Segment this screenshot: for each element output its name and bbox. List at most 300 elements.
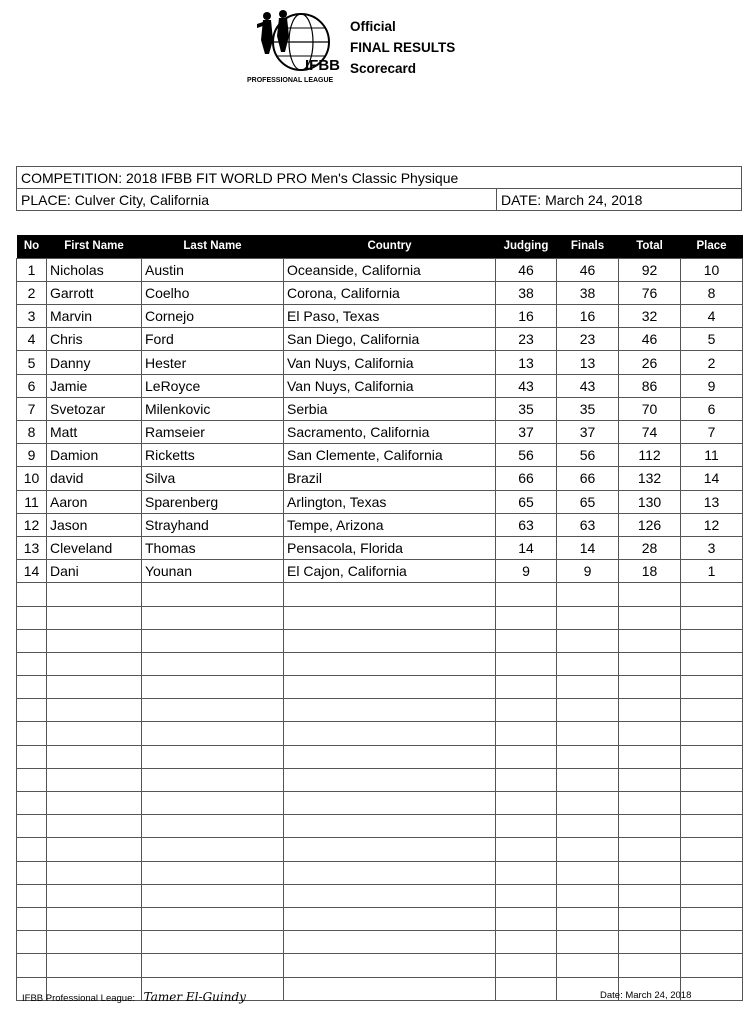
empty-cell xyxy=(681,606,743,629)
empty-cell xyxy=(47,931,142,954)
empty-cell xyxy=(17,745,47,768)
empty-cell xyxy=(681,931,743,954)
cell-last: LeRoyce xyxy=(142,374,284,397)
empty-cell xyxy=(17,606,47,629)
empty-cell xyxy=(619,792,681,815)
empty-cell xyxy=(557,583,619,606)
empty-cell xyxy=(496,931,557,954)
header-title xyxy=(350,16,455,79)
empty-cell xyxy=(47,606,142,629)
empty-cell xyxy=(17,768,47,791)
empty-cell xyxy=(284,884,496,907)
empty-cell xyxy=(619,606,681,629)
cell-finals: 16 xyxy=(557,305,619,328)
header-line-scorecard: Scorecard xyxy=(350,61,417,76)
cell-first: Garrott xyxy=(47,281,142,304)
empty-cell xyxy=(557,606,619,629)
empty-cell xyxy=(17,861,47,884)
empty-cell xyxy=(284,977,496,1000)
cell-first: Marvin xyxy=(47,305,142,328)
empty-row xyxy=(17,699,743,722)
cell-country: San Clemente, California xyxy=(284,444,496,467)
empty-cell xyxy=(619,931,681,954)
empty-cell xyxy=(496,861,557,884)
empty-cell xyxy=(142,792,284,815)
empty-row xyxy=(17,745,743,768)
empty-cell xyxy=(557,931,619,954)
empty-cell xyxy=(142,768,284,791)
empty-row xyxy=(17,884,743,907)
empty-cell xyxy=(47,676,142,699)
empty-cell xyxy=(496,745,557,768)
table-row xyxy=(17,421,743,444)
cell-total: 130 xyxy=(619,490,681,513)
empty-cell xyxy=(142,606,284,629)
cell-finals: 63 xyxy=(557,513,619,536)
empty-cell xyxy=(681,907,743,930)
empty-cell xyxy=(619,699,681,722)
empty-cell xyxy=(496,676,557,699)
empty-cell xyxy=(619,907,681,930)
empty-cell xyxy=(17,722,47,745)
cell-finals: 9 xyxy=(557,560,619,583)
table-row xyxy=(17,536,743,559)
footer-signature-line xyxy=(22,990,246,1004)
empty-cell xyxy=(619,861,681,884)
cell-place: 14 xyxy=(681,467,743,490)
empty-cell xyxy=(47,768,142,791)
empty-cell xyxy=(47,652,142,675)
cell-last: Hester xyxy=(142,351,284,374)
empty-cell xyxy=(17,815,47,838)
table-row xyxy=(17,305,743,328)
empty-row xyxy=(17,629,743,652)
empty-cell xyxy=(47,954,142,977)
empty-cell xyxy=(681,768,743,791)
empty-cell xyxy=(496,629,557,652)
empty-cell xyxy=(47,838,142,861)
cell-finals: 37 xyxy=(557,421,619,444)
cell-total: 26 xyxy=(619,351,681,374)
cell-place: 1 xyxy=(681,560,743,583)
empty-cell xyxy=(142,931,284,954)
empty-cell xyxy=(284,652,496,675)
empty-cell xyxy=(284,954,496,977)
cell-place: 8 xyxy=(681,281,743,304)
cell-place: 4 xyxy=(681,305,743,328)
cell-last: Coelho xyxy=(142,281,284,304)
empty-cell xyxy=(681,954,743,977)
cell-no: 3 xyxy=(17,305,47,328)
column-header: Country xyxy=(284,235,496,258)
cell-last: Milenkovic xyxy=(142,397,284,420)
empty-cell xyxy=(284,583,496,606)
header-line-official: Official xyxy=(350,19,396,34)
cell-country: San Diego, California xyxy=(284,328,496,351)
empty-row xyxy=(17,931,743,954)
empty-cell xyxy=(557,792,619,815)
empty-cell xyxy=(284,768,496,791)
empty-cell xyxy=(17,676,47,699)
cell-no: 14 xyxy=(17,560,47,583)
cell-first: Damion xyxy=(47,444,142,467)
cell-total: 74 xyxy=(619,421,681,444)
cell-no: 1 xyxy=(17,258,47,281)
empty-cell xyxy=(142,838,284,861)
empty-cell xyxy=(142,954,284,977)
cell-first: Cleveland xyxy=(47,536,142,559)
empty-cell xyxy=(496,815,557,838)
cell-total: 28 xyxy=(619,536,681,559)
empty-row xyxy=(17,907,743,930)
empty-cell xyxy=(496,838,557,861)
cell-total: 76 xyxy=(619,281,681,304)
empty-cell xyxy=(619,676,681,699)
cell-finals: 13 xyxy=(557,351,619,374)
empty-cell xyxy=(284,629,496,652)
cell-last: Strayhand xyxy=(142,513,284,536)
cell-country: Van Nuys, California xyxy=(284,351,496,374)
empty-cell xyxy=(496,792,557,815)
empty-cell xyxy=(284,606,496,629)
empty-cell xyxy=(17,931,47,954)
cell-last: Ricketts xyxy=(142,444,284,467)
empty-cell xyxy=(557,861,619,884)
empty-cell xyxy=(284,838,496,861)
cell-last: Silva xyxy=(142,467,284,490)
empty-cell xyxy=(681,884,743,907)
cell-first: Dani xyxy=(47,560,142,583)
empty-cell xyxy=(681,722,743,745)
column-header: Total xyxy=(619,235,681,258)
cell-finals: 66 xyxy=(557,467,619,490)
cell-country: Sacramento, California xyxy=(284,421,496,444)
empty-cell xyxy=(557,815,619,838)
cell-first: Danny xyxy=(47,351,142,374)
empty-cell xyxy=(496,884,557,907)
cell-place: 13 xyxy=(681,490,743,513)
table-row xyxy=(17,397,743,420)
cell-last: Cornejo xyxy=(142,305,284,328)
cell-country: Arlington, Texas xyxy=(284,490,496,513)
empty-cell xyxy=(142,815,284,838)
cell-country: Tempe, Arizona xyxy=(284,513,496,536)
empty-cell xyxy=(284,745,496,768)
cell-total: 70 xyxy=(619,397,681,420)
column-header: No xyxy=(17,235,47,258)
empty-cell xyxy=(47,722,142,745)
cell-first: Matt xyxy=(47,421,142,444)
empty-cell xyxy=(47,884,142,907)
empty-cell xyxy=(47,792,142,815)
empty-cell xyxy=(284,815,496,838)
cell-no: 10 xyxy=(17,467,47,490)
cell-country: Serbia xyxy=(284,397,496,420)
empty-cell xyxy=(17,629,47,652)
cell-finals: 65 xyxy=(557,490,619,513)
cell-first: Nicholas xyxy=(47,258,142,281)
cell-country: Pensacola, Florida xyxy=(284,536,496,559)
signature: Tamer El-Guindy xyxy=(143,990,246,1004)
cell-place: 9 xyxy=(681,374,743,397)
empty-row xyxy=(17,954,743,977)
empty-cell xyxy=(681,792,743,815)
empty-cell xyxy=(619,838,681,861)
empty-cell xyxy=(47,699,142,722)
competition-info xyxy=(16,166,742,211)
empty-row xyxy=(17,861,743,884)
empty-cell xyxy=(496,954,557,977)
cell-no: 4 xyxy=(17,328,47,351)
empty-cell xyxy=(47,815,142,838)
column-header: Place xyxy=(681,235,743,258)
empty-cell xyxy=(619,583,681,606)
header xyxy=(243,6,503,86)
cell-last: Younan xyxy=(142,560,284,583)
empty-cell xyxy=(142,884,284,907)
cell-place: 3 xyxy=(681,536,743,559)
empty-cell xyxy=(619,629,681,652)
empty-cell xyxy=(619,652,681,675)
empty-cell xyxy=(681,676,743,699)
cell-country: Van Nuys, California xyxy=(284,374,496,397)
empty-cell xyxy=(17,652,47,675)
cell-country: Oceanside, California xyxy=(284,258,496,281)
cell-place: 5 xyxy=(681,328,743,351)
empty-row xyxy=(17,606,743,629)
empty-cell xyxy=(557,907,619,930)
cell-last: Sparenberg xyxy=(142,490,284,513)
cell-no: 13 xyxy=(17,536,47,559)
empty-row xyxy=(17,722,743,745)
cell-total: 132 xyxy=(619,467,681,490)
empty-cell xyxy=(557,699,619,722)
empty-cell xyxy=(47,583,142,606)
empty-cell xyxy=(142,652,284,675)
cell-judging: 43 xyxy=(496,374,557,397)
cell-total: 18 xyxy=(619,560,681,583)
cell-place: 11 xyxy=(681,444,743,467)
cell-first: Jason xyxy=(47,513,142,536)
table-row xyxy=(17,513,743,536)
empty-cell xyxy=(142,629,284,652)
empty-cell xyxy=(284,699,496,722)
cell-judging: 35 xyxy=(496,397,557,420)
empty-cell xyxy=(496,768,557,791)
cell-first: Chris xyxy=(47,328,142,351)
logo-text: IFBB xyxy=(305,57,340,74)
column-header: First Name xyxy=(47,235,142,258)
empty-cell xyxy=(17,699,47,722)
cell-judging: 56 xyxy=(496,444,557,467)
empty-row xyxy=(17,792,743,815)
empty-cell xyxy=(619,884,681,907)
empty-cell xyxy=(557,629,619,652)
cell-judging: 13 xyxy=(496,351,557,374)
cell-first: david xyxy=(47,467,142,490)
empty-row xyxy=(17,652,743,675)
empty-cell xyxy=(681,815,743,838)
empty-cell xyxy=(284,931,496,954)
cell-place: 6 xyxy=(681,397,743,420)
cell-total: 126 xyxy=(619,513,681,536)
empty-cell xyxy=(142,676,284,699)
cell-judging: 37 xyxy=(496,421,557,444)
cell-no: 8 xyxy=(17,421,47,444)
empty-cell xyxy=(557,652,619,675)
cell-no: 9 xyxy=(17,444,47,467)
cell-total: 86 xyxy=(619,374,681,397)
cell-judging: 63 xyxy=(496,513,557,536)
empty-cell xyxy=(496,907,557,930)
table-row xyxy=(17,444,743,467)
cell-country: Corona, California xyxy=(284,281,496,304)
cell-country: El Cajon, California xyxy=(284,560,496,583)
empty-cell xyxy=(557,745,619,768)
table-row xyxy=(17,467,743,490)
cell-first: Aaron xyxy=(47,490,142,513)
empty-row xyxy=(17,676,743,699)
empty-cell xyxy=(142,722,284,745)
cell-place: 12 xyxy=(681,513,743,536)
empty-cell xyxy=(17,792,47,815)
cell-finals: 14 xyxy=(557,536,619,559)
empty-cell xyxy=(17,884,47,907)
cell-last: Ford xyxy=(142,328,284,351)
cell-judging: 65 xyxy=(496,490,557,513)
empty-cell xyxy=(496,977,557,1000)
cell-judging: 46 xyxy=(496,258,557,281)
empty-cell xyxy=(47,907,142,930)
empty-cell xyxy=(681,699,743,722)
cell-place: 10 xyxy=(681,258,743,281)
cell-finals: 43 xyxy=(557,374,619,397)
empty-cell xyxy=(142,699,284,722)
cell-judging: 9 xyxy=(496,560,557,583)
cell-last: Ramseier xyxy=(142,421,284,444)
cell-judging: 38 xyxy=(496,281,557,304)
empty-cell xyxy=(619,722,681,745)
empty-cell xyxy=(496,699,557,722)
empty-cell xyxy=(496,722,557,745)
table-row xyxy=(17,328,743,351)
results-table xyxy=(16,235,743,1001)
empty-cell xyxy=(496,652,557,675)
empty-cell xyxy=(619,768,681,791)
competition-name: COMPETITION: 2018 IFBB FIT WORLD PRO Men's Classic Physique xyxy=(17,167,742,189)
cell-finals: 56 xyxy=(557,444,619,467)
empty-cell xyxy=(47,629,142,652)
league-label: IFBB Professional League: xyxy=(22,993,136,1004)
cell-no: 12 xyxy=(17,513,47,536)
results-body xyxy=(17,258,743,1000)
ifbb-logo xyxy=(243,6,353,86)
competition-date: DATE: March 24, 2018 xyxy=(497,189,742,211)
cell-total: 92 xyxy=(619,258,681,281)
cell-judging: 66 xyxy=(496,467,557,490)
cell-no: 7 xyxy=(17,397,47,420)
cell-no: 2 xyxy=(17,281,47,304)
cell-finals: 35 xyxy=(557,397,619,420)
cell-no: 11 xyxy=(17,490,47,513)
cell-finals: 46 xyxy=(557,258,619,281)
empty-row xyxy=(17,815,743,838)
footer-date: Date: March 24, 2018 xyxy=(600,990,692,1001)
empty-cell xyxy=(681,652,743,675)
empty-cell xyxy=(681,861,743,884)
table-row xyxy=(17,490,743,513)
empty-cell xyxy=(284,722,496,745)
empty-cell xyxy=(681,838,743,861)
empty-cell xyxy=(557,954,619,977)
cell-total: 46 xyxy=(619,328,681,351)
cell-first: Svetozar xyxy=(47,397,142,420)
logo-subtext: PROFESSIONAL LEAGUE xyxy=(247,77,334,84)
empty-cell xyxy=(557,884,619,907)
empty-cell xyxy=(619,954,681,977)
empty-row xyxy=(17,583,743,606)
cell-country: Brazil xyxy=(284,467,496,490)
cell-place: 2 xyxy=(681,351,743,374)
header-line-final-results: FINAL RESULTS xyxy=(350,40,456,55)
cell-judging: 14 xyxy=(496,536,557,559)
empty-cell xyxy=(496,606,557,629)
column-header: Last Name xyxy=(142,235,284,258)
empty-cell xyxy=(557,676,619,699)
cell-finals: 23 xyxy=(557,328,619,351)
empty-row xyxy=(17,768,743,791)
cell-total: 112 xyxy=(619,444,681,467)
empty-cell xyxy=(284,676,496,699)
cell-last: Thomas xyxy=(142,536,284,559)
empty-cell xyxy=(142,861,284,884)
empty-cell xyxy=(557,768,619,791)
empty-cell xyxy=(284,861,496,884)
empty-cell xyxy=(17,838,47,861)
empty-cell xyxy=(619,745,681,768)
cell-no: 5 xyxy=(17,351,47,374)
empty-cell xyxy=(17,954,47,977)
empty-cell xyxy=(142,745,284,768)
empty-cell xyxy=(681,629,743,652)
cell-country: El Paso, Texas xyxy=(284,305,496,328)
column-header: Finals xyxy=(557,235,619,258)
cell-no: 6 xyxy=(17,374,47,397)
empty-cell xyxy=(47,745,142,768)
table-row xyxy=(17,560,743,583)
empty-cell xyxy=(142,583,284,606)
competition-place: PLACE: Culver City, California xyxy=(17,189,497,211)
empty-cell xyxy=(47,861,142,884)
empty-row xyxy=(17,838,743,861)
table-row xyxy=(17,374,743,397)
empty-cell xyxy=(496,583,557,606)
cell-last: Austin xyxy=(142,258,284,281)
empty-cell xyxy=(557,838,619,861)
empty-cell xyxy=(681,745,743,768)
cell-total: 32 xyxy=(619,305,681,328)
empty-cell xyxy=(557,722,619,745)
table-row xyxy=(17,351,743,374)
empty-cell xyxy=(619,815,681,838)
cell-first: Jamie xyxy=(47,374,142,397)
results-header-row xyxy=(17,235,743,258)
cell-judging: 16 xyxy=(496,305,557,328)
empty-cell xyxy=(17,907,47,930)
cell-judging: 23 xyxy=(496,328,557,351)
empty-cell xyxy=(284,792,496,815)
cell-finals: 38 xyxy=(557,281,619,304)
